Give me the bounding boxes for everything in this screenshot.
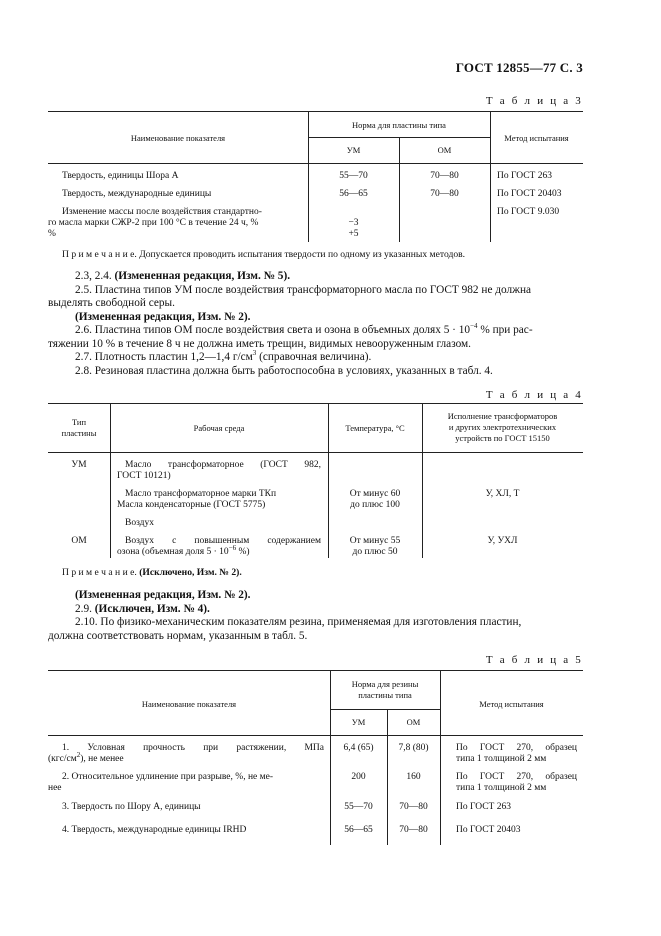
table-cell: нее (48, 783, 62, 793)
table-cell: У, УХЛ (487, 536, 518, 546)
table-cell: $(кгс/см^2)$, не менее (48, 750, 124, 764)
col-header-name: Наименование показателя (130, 133, 226, 143)
paragraph: 2.3, 2.4. (Измененная редакция, Изм. № 5). (75, 270, 291, 282)
table-cell: 6,4 (65) (343, 743, 374, 753)
table-cell: От минус 55 (349, 536, 401, 546)
table-cell: УМ (71, 460, 87, 470)
table-cell: 70—80 (399, 802, 428, 812)
paragraph: 2.8. Резиновая пластина должна быть работоспособна в условиях, указанных в табл. 4. (75, 364, 493, 377)
table-cell: 70—80 (430, 189, 459, 199)
table-cell: Твердость, международные единицы (62, 189, 212, 199)
table-cell: По ГОСТ 263 (497, 171, 552, 181)
paragraph: 2.9. (Исключен, Изм. № 4). (75, 602, 210, 615)
table-cell: 2. Относительное удлинение при разрыве, %, не ме- (62, 772, 274, 782)
table4-label: Т а б л и ц а 4 (485, 389, 583, 401)
note-text: (Исключено, Изм. № 2). (139, 567, 242, 578)
table-cell: типа 1 толщиной 2 мм (456, 783, 547, 793)
col-header-method: Метод испытания (479, 699, 544, 709)
table-cell: 56—65 (339, 189, 368, 199)
table-cell: ОМ (71, 536, 87, 546)
table3-label: Т а б л и ц а 3 (485, 95, 583, 107)
table-cell: 4. Твердость, международные единицы IRHD (62, 825, 247, 835)
col-header-um: УМ (346, 145, 361, 155)
paragraph: 2.10. По физико-механическим показателям резина, применяемая для изготовления пластин, (75, 616, 522, 628)
table-cell: озона (объемная доля $5 \cdot 10^{-6}$ %) (117, 543, 250, 557)
table-cell: 200 (351, 772, 366, 782)
table-cell: до плюс 100 (350, 500, 400, 510)
table-cell: 55—70 (344, 802, 373, 812)
table-cell: Воздух (125, 518, 155, 528)
table-cell: Твердость, единицы Шора А (62, 171, 179, 181)
table-cell: −3 (348, 218, 359, 228)
table5-label: Т а б л и ц а 5 (485, 654, 583, 666)
col-header-norm: Норма для пластины типа (352, 120, 446, 130)
paragraph: 2.7. Плотность пластин 1,2—1,4 $г/см^3$ (справочная величина). (75, 349, 372, 363)
table-cell: Масло трансформаторное марки ТКп (125, 489, 277, 499)
table-cell: Воздух с повышенным содержанием (125, 536, 321, 546)
table-cell: % (48, 229, 56, 239)
table-cell: По ГОСТ 20403 (497, 189, 562, 199)
col-header-exec: и других электротехнических (448, 422, 557, 432)
note-label: П р и м е ч а н и е. (62, 567, 137, 578)
table4-note (62, 567, 242, 578)
table-cell: По ГОСТ 270, образец (456, 743, 577, 753)
note-label: П р и м е ч а н и е. (62, 249, 137, 260)
col-header-exec: устройств по ГОСТ 15150 (455, 433, 550, 443)
paragraph: 2.6. Пластина типов ОМ после воздействия света и озона в объемных долях $5 \cdot 10^{-4}$ % при рас- (75, 322, 533, 336)
col-header-um: УМ (351, 717, 366, 727)
table-cell: По ГОСТ 270, образец (456, 772, 577, 782)
table-cell: От минус 60 (349, 489, 401, 499)
col-header-name: Наименование показателя (141, 699, 237, 709)
table-cell: 3. Твердость по Шору А, единицы (62, 802, 201, 812)
table-cell: По ГОСТ 20403 (456, 825, 521, 835)
col-header-om: ОМ (406, 717, 421, 727)
table-cell: Масло трансформаторное (ГОСТ 982, (125, 460, 321, 470)
col-header-medium: Рабочая среда (193, 423, 245, 433)
col-header-norm: пластины типа (358, 690, 412, 700)
paragraph: 2.5. Пластина типов УМ после воздействия трансформаторного масла по ГОСТ 982 не должна (75, 283, 532, 296)
table-cell: 70—80 (399, 825, 428, 835)
paragraph: (Измененная редакция, Изм. № 2). (75, 310, 251, 323)
col-header-type: пластины (61, 428, 97, 438)
table-cell: го масла марки СЖР-2 при 100 °С в течение 24 ч, % (48, 218, 259, 228)
table-cell: По ГОСТ 263 (456, 802, 511, 812)
col-header-norm: Норма для резины (351, 679, 419, 689)
table-cell: Масла конденсаторные (ГОСТ 5775) (117, 500, 266, 510)
col-header-method: Метод испытания (504, 133, 569, 143)
table-cell: 55—70 (339, 171, 368, 181)
table-cell: 160 (406, 772, 421, 782)
table-cell: типа 1 толщиной 2 мм (456, 754, 547, 764)
table-cell: 1. Условная прочность при растяжении, МПа (62, 743, 324, 753)
paragraph: выделять свободной серы. (48, 297, 175, 309)
paragraph: тяжении 10 % в течение 8 ч не должна иметь трещин, видимых невооруженным глазом. (48, 337, 471, 350)
table-cell: до плюс 50 (352, 547, 398, 557)
table3-note (62, 249, 465, 260)
table-cell: 56—65 (344, 825, 373, 835)
col-header-om: ОМ (437, 145, 452, 155)
paragraph: (Измененная редакция, Изм. № 2). (75, 589, 251, 601)
table-cell: По ГОСТ 9.030 (497, 207, 560, 217)
page-header: ГОСТ 12855—77 С. 3 (455, 60, 583, 75)
table-cell: 7,8 (80) (398, 743, 429, 753)
paragraph: должна соответствовать нормам, указанным в табл. 5. (48, 629, 308, 642)
table-cell: ГОСТ 10121) (117, 471, 171, 481)
table-cell: 70—80 (430, 171, 459, 181)
table-cell: Изменение массы после воздействия стандартно- (62, 207, 262, 217)
table-cell: +5 (348, 229, 359, 239)
note-text: Допускается проводить испытания твердости по одному из указанных методов. (139, 249, 466, 260)
col-header-temp: Температура, °С (345, 423, 405, 433)
col-header-type: Тип (71, 417, 87, 427)
table-cell: У, ХЛ, Т (485, 489, 520, 499)
col-header-exec: Исполнение трансформаторов (447, 411, 558, 421)
